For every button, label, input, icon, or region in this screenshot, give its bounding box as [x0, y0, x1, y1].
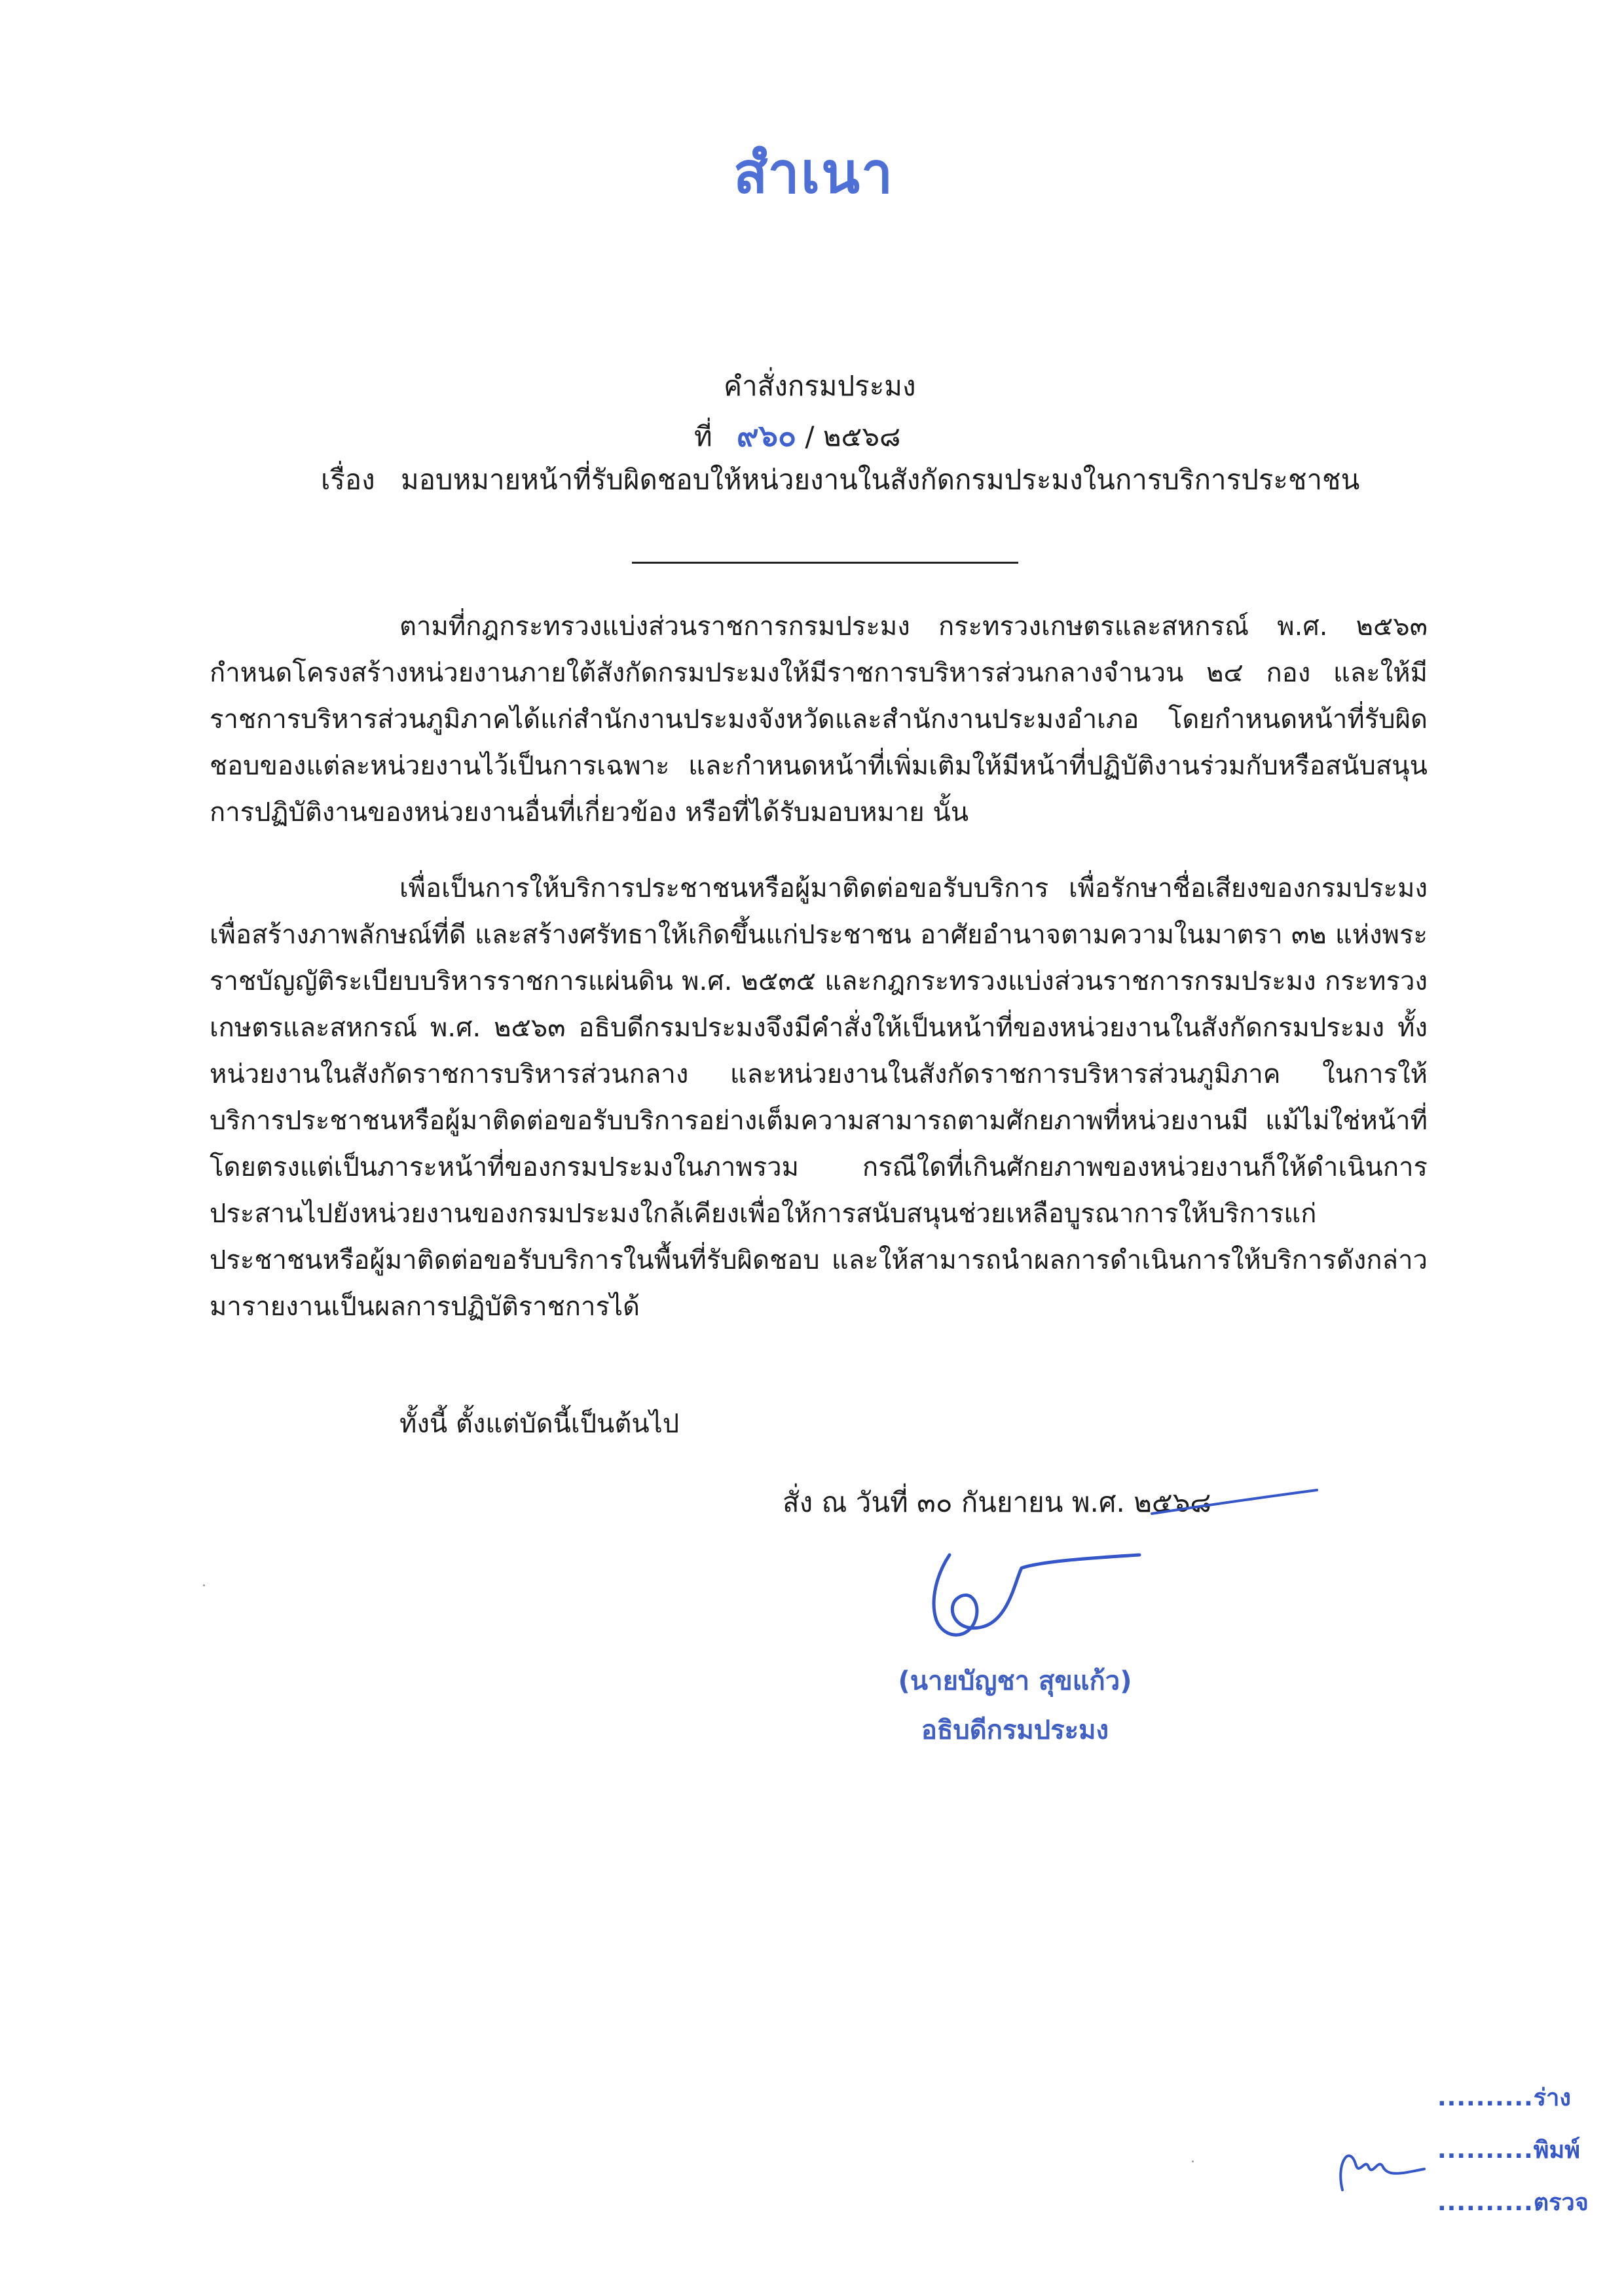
initial-scribble	[1329, 2138, 1428, 2196]
initials-draft-label: ร่าง	[1533, 2085, 1571, 2111]
subject-label: เรื่อง	[321, 464, 375, 496]
order-subject	[321, 464, 1359, 496]
order-title: คำสั่งกรมประมง	[724, 370, 916, 402]
initials-check	[1437, 2183, 1589, 2221]
scan-speck	[1192, 2160, 1194, 2162]
initials-type-label: พิมพ์	[1533, 2137, 1580, 2164]
initials-draft	[1437, 2079, 1571, 2116]
body-paragraph-2: เพื่อเป็นการให้บริการประชาชนหรือผู้มาติดต่อขอรับบริการ เพื่อรักษาชื่อเสียงของกรมประมง เพื่อสร้างภาพลักษณ์ที่ดี และสร้างศรัทธาให้เกิดขึ้นแก่ประชาชน อาศัยอำนาจตามความในมาตรา ๓๒ แห่งพระราชบัญญัติระเบียบบริหารราชการแผ่นดิน พ.ศ. ๒๕๓๕ และกฎกระทรวงแบ่งส่วนราชการกรมประมง กระทรวงเกษตรและสหกรณ์ พ.ศ. ๒๕๖๓ อธิบดีกรมประมงจึงมีคำสั่งให้เป็นหน้าที่ของหน่วยงานในสังกัดกรมประมง ทั้งหน่วยงานในสังกัดราชการบริหารส่วนกลาง และหน่วยงานในสังกัดราชการบริหารส่วนภูมิภาค ในการให้บริการประชาชนหรือผู้มาติดต่อขอรับบริการอย่างเต็มความสามารถตามศักยภาพที่หน่วยงานมี แม้ไม่ใช่หน้าที่โดยตรงแต่เป็นภาระหน้าที่ของกรมประมงในภาพรวม กรณีใดที่เกินศักยภาพของหน่วยงานก็ให้ดำเนินการประสานไปยังหน่วยงานของกรมประมงใกล้เคียงเพื่อให้การสนับสนุนช่วยเหลือบูรณาการให้บริการแก่ประชาชนหรือผู้มาติดต่อขอรับบริการในพื้นที่รับผิดชอบ และให้สามารถนำผลการดำเนินการให้บริการดังกล่าวมารายงานเป็นผลการปฏิบัติราชการได้	[210, 873, 1428, 1322]
initials-draft-dots: ..........	[1437, 2085, 1534, 2111]
scan-speck	[203, 1584, 205, 1586]
order-number-year: / ๒๕๖๘	[805, 420, 901, 452]
initials-type-dots: ..........	[1437, 2137, 1534, 2164]
initials-type	[1437, 2131, 1580, 2168]
initials-check-dots: ..........	[1437, 2189, 1534, 2216]
signer-name: (นายบัญชา สุขแก้ว)	[898, 1666, 1132, 1696]
header-separator	[632, 562, 1018, 564]
order-date: สั่ง ณ วันที่ ๓๐ กันยายน พ.ศ. ๒๕๖๘	[783, 1486, 1211, 1518]
order-number-handwritten: ๙๖๐	[737, 418, 797, 453]
body-paragraph-3: ทั้งนี้ ตั้งแต่บัดนี้เป็นต้นไป	[399, 1409, 680, 1439]
signer-position: อธิบดีกรมประมง	[921, 1715, 1109, 1745]
copy-stamp: สำเนา	[733, 141, 895, 206]
date-strike-stroke	[1149, 1481, 1320, 1527]
subject-text: มอบหมายหน้าที่รับผิดชอบให้หน่วยงานในสังกัดกรมประมงในการบริการประชาชน	[401, 464, 1360, 496]
initials-check-label: ตรวจ	[1533, 2189, 1589, 2216]
order-number	[694, 418, 900, 454]
order-number-prefix: ที่	[694, 420, 712, 452]
body-paragraph-1: ตามที่กฎกระทรวงแบ่งส่วนราชการกรมประมง กระทรวงเกษตรและสหกรณ์ พ.ศ. ๒๕๖๓ กำหนดโครงสร้างหน่วยงานภายใต้สังกัดกรมประมงให้มีราชการบริหารส่วนกลางจำนวน ๒๔ กอง และให้มีราชการบริหารส่วนภูมิภาคได้แก่สำนักงานประมงจังหวัดและสำนักงานประมงอำเภอ โดยกำหนดหน้าที่รับผิดชอบของแต่ละหน่วยงานไว้เป็นการเฉพาะ และกำหนดหน้าที่เพิ่มเติมให้มีหน้าที่ปฏิบัติงานร่วมกับหรือสนับสนุนการปฏิบัติงานของหน่วยงานอื่นที่เกี่ยวข้อง หรือที่ได้รับมอบหมาย นั้น	[210, 611, 1428, 828]
